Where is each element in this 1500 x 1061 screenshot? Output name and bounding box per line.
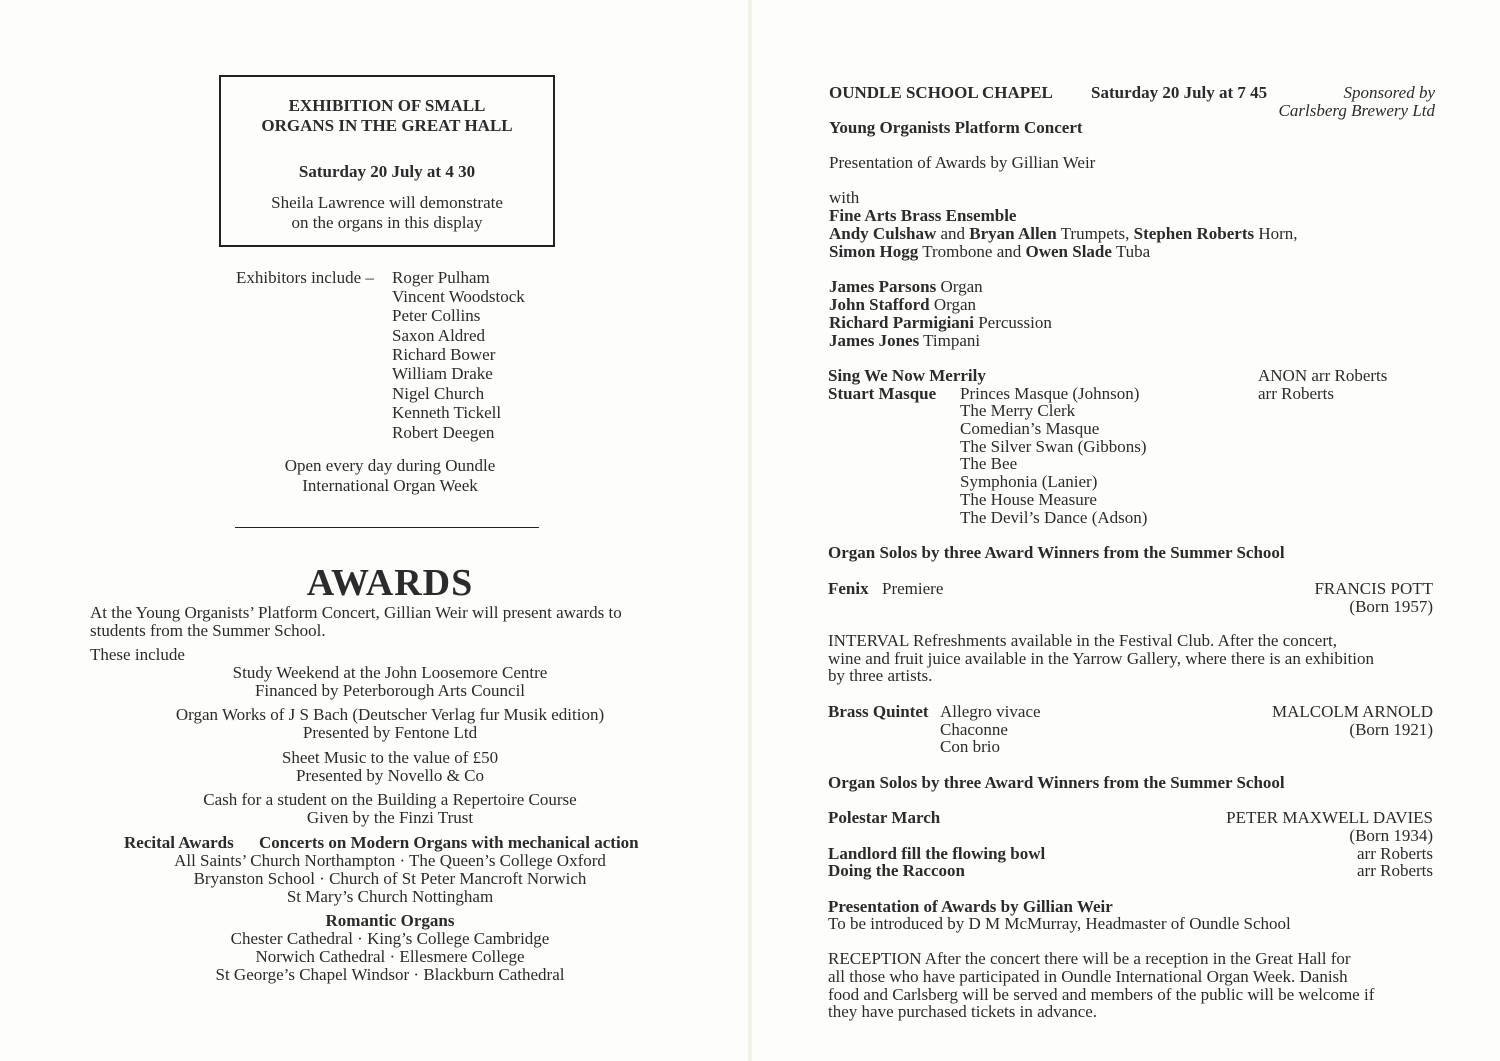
exhibitor: Roger Pulham xyxy=(392,268,490,287)
with-label: with xyxy=(829,188,860,207)
recital-awards-title: Concerts on Modern Organs with mechanical action xyxy=(259,833,639,852)
piece-title: Brass Quintet xyxy=(828,702,929,721)
piece-title: Fenix xyxy=(828,579,869,598)
composer-born: (Born 1957) xyxy=(1349,597,1433,616)
ensemble-members-1: Andy Culshaw and Bryan Allen Trumpets, Stephen Roberts Horn, xyxy=(829,224,1298,243)
piece-composer: FRANCIS POTT xyxy=(1314,579,1433,598)
solos-heading: Organ Solos by three Award Winners from the Summer School xyxy=(828,543,1285,562)
concert-date: Saturday 20 July at 7 45 xyxy=(1091,83,1268,102)
exhibition-demo-2: on the organs in this display xyxy=(291,213,483,232)
recital-venues: St Mary’s Church Nottingham xyxy=(286,887,494,906)
final-presentation: Presentation of Awards by Gillian Weir xyxy=(828,897,1113,916)
masque-item: The Merry Clerk xyxy=(960,401,1076,420)
concert-venue: OUNDLE SCHOOL CHAPEL xyxy=(829,83,1053,102)
reception-note-3: food and Carlsberg will be served and members of the public will be welcome if xyxy=(828,985,1375,1004)
divider xyxy=(235,527,539,528)
piece-composer: ANON arr Roberts xyxy=(1258,366,1388,385)
exhibition-title-1: EXHIBITION OF SMALL xyxy=(288,96,486,115)
performer: Richard Parmigiani Percussion xyxy=(829,313,1052,332)
awards-heading: AWARDS xyxy=(306,562,474,604)
performer: John Stafford Organ xyxy=(829,295,977,314)
composer-born: (Born 1921) xyxy=(1349,720,1433,739)
award-item: Study Weekend at the John Loosemore Centre xyxy=(232,663,548,682)
exhibition-date: Saturday 20 July at 4 30 xyxy=(298,162,476,181)
piece-title: Landlord fill the flowing bowl xyxy=(828,844,1046,863)
masque-item: The Devil’s Dance (Adson) xyxy=(960,508,1148,527)
performer: James Parsons Organ xyxy=(829,277,983,296)
sponsor-line-2: Carlsberg Brewery Ltd xyxy=(1278,101,1435,120)
sponsor-line-1: Sponsored by xyxy=(1343,83,1435,102)
exhibition-title-2: ORGANS IN THE GREAT HALL xyxy=(261,116,513,135)
recital-venues: All Saints’ Church Northampton · The Queen’s College Oxford xyxy=(174,851,606,870)
romantic-venues: St George’s Chapel Windsor · Blackburn Cathedral xyxy=(215,965,565,984)
introduced-by: To be introduced by D M McMurray, Headmaster of Oundle School xyxy=(828,914,1291,933)
exhibition-demo-1: Sheila Lawrence will demonstrate xyxy=(271,193,503,212)
interval-note-1: INTERVAL Refreshments available in the Festival Club. After the concert, xyxy=(828,631,1337,650)
romantic-organs-title: Romantic Organs xyxy=(325,911,455,930)
exhibitor: Peter Collins xyxy=(392,306,481,325)
movement: Chaconne xyxy=(940,720,1008,739)
exhibitor: Richard Bower xyxy=(392,345,496,364)
masque-item: Symphonia (Lanier) xyxy=(960,472,1098,491)
masque-item: The Silver Swan (Gibbons) xyxy=(960,437,1147,456)
masque-item: The Bee xyxy=(960,454,1018,473)
left-page xyxy=(0,0,748,1061)
piece-composer: MALCOLM ARNOLD xyxy=(1271,702,1433,721)
ensemble-members-2: Simon Hogg Trombone and Owen Slade Tuba xyxy=(829,242,1151,261)
piece-title: Polestar March xyxy=(828,808,941,827)
piece-title: Stuart Masque xyxy=(828,384,937,403)
piece-arranger: arr Roberts xyxy=(1356,861,1433,880)
masque-item: Comedian’s Masque xyxy=(960,419,1100,438)
interval-note-3: by three artists. xyxy=(828,666,933,685)
recital-venues: Bryanston School · Church of St Peter Mancroft Norwich xyxy=(193,869,587,888)
award-item: Sheet Music to the value of £50 xyxy=(281,748,499,767)
piece-title: Sing We Now Merrily xyxy=(828,366,986,385)
exhibitor: Saxon Aldred xyxy=(392,326,486,345)
award-sponsor: Given by the Finzi Trust xyxy=(306,808,474,827)
awards-intro-2: students from the Summer School. xyxy=(90,621,326,640)
ensemble-name: Fine Arts Brass Ensemble xyxy=(829,206,1017,225)
awards-these-include: These include xyxy=(90,645,185,664)
piece-arranger: arr Roberts xyxy=(1356,844,1433,863)
exhibitor: Kenneth Tickell xyxy=(392,403,502,422)
exhibitors-label: Exhibitors include – xyxy=(236,268,374,287)
award-sponsor: Presented by Novello & Co xyxy=(296,766,484,785)
recital-awards-label: Recital Awards xyxy=(124,833,234,852)
award-item: Organ Works of J S Bach (Deutscher Verlag fur Musik edition) xyxy=(175,705,605,724)
award-sponsor: Financed by Peterborough Arts Council xyxy=(254,681,526,700)
award-sponsor: Presented by Fentone Ltd xyxy=(302,723,478,742)
romantic-venues: Norwich Cathedral · Ellesmere College xyxy=(255,947,525,966)
movement: Allegro vivace xyxy=(940,702,1041,721)
piece-title: Doing the Raccoon xyxy=(828,861,965,880)
piece-note: Premiere xyxy=(882,579,944,598)
open-note-2: International Organ Week xyxy=(302,476,478,495)
movement: Con brio xyxy=(940,737,1000,756)
exhibitor: Vincent Woodstock xyxy=(392,287,525,306)
reception-note-1: RECEPTION After the concert there will be a reception in the Great Hall for xyxy=(828,949,1351,968)
reception-note-4: they have purchased tickets in advance. xyxy=(828,1002,1098,1021)
interval-note-2: wine and fruit juice available in the Yarrow Gallery, where there is an exhibition xyxy=(828,649,1375,668)
masque-item: The House Measure xyxy=(960,490,1097,509)
awards-intro-1: At the Young Organists’ Platform Concert, Gillian Weir will present awards to xyxy=(90,603,622,622)
award-item: Cash for a student on the Building a Repertoire Course xyxy=(203,790,577,809)
romantic-venues: Chester Cathedral · King’s College Cambridge xyxy=(230,929,550,948)
performer: James Jones Timpani xyxy=(829,331,981,350)
open-note-1: Open every day during Oundle xyxy=(284,456,496,475)
reception-note-2: all those who have participated in Oundle International Organ Week. Danish xyxy=(828,967,1348,986)
composer-born: (Born 1934) xyxy=(1349,826,1433,845)
concert-title: Young Organists Platform Concert xyxy=(829,118,1083,137)
solos-heading: Organ Solos by three Award Winners from the Summer School xyxy=(828,773,1285,792)
exhibitor: William Drake xyxy=(392,364,493,383)
exhibitor: Robert Deegen xyxy=(392,423,495,442)
right-page xyxy=(752,0,1500,1061)
piece-composer: PETER MAXWELL DAVIES xyxy=(1226,808,1433,827)
masque-item: Princes Masque (Johnson) xyxy=(960,384,1140,403)
piece-composer: arr Roberts xyxy=(1258,384,1335,403)
presentation-line: Presentation of Awards by Gillian Weir xyxy=(829,153,1096,172)
exhibitor: Nigel Church xyxy=(392,384,485,403)
